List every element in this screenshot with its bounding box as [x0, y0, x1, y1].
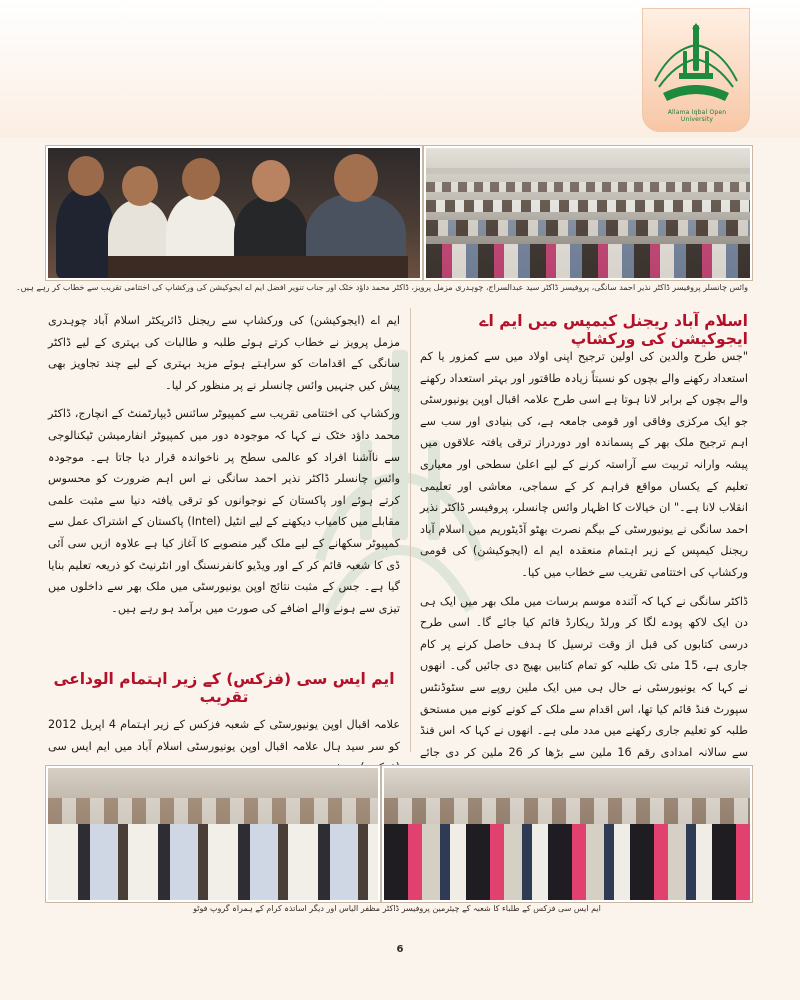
group-photo-right	[382, 766, 752, 902]
column-divider	[410, 308, 411, 752]
logo-subtitle: Allama Iqbal Open University	[667, 109, 727, 123]
bottom-photo-caption: ایم ایس سی فزکس کے طلباء کا شعبہ کے چیئرمین پروفیسر ڈاکٹر مظفر الیاس اور دیگر اساتذہ کرام کے ہمراہ گروپ فوٹو	[193, 904, 601, 913]
page-number: 6	[396, 944, 404, 955]
audience-photo	[424, 146, 752, 280]
university-logo	[642, 8, 750, 132]
top-photo-caption: وائس چانسلر پروفیسر ڈاکٹر نذیر احمد سانگی، پروفیسر ڈاکٹر سید عبدالسراج، چوہدری مزمل پرویز، ڈاکٹر محمد داؤد خٹک اور جناب تنویر افضل ایم اے ایجوکیشن کی ورکشاپ کی اختتامی تقریب سے خطاب کر رہے ہیں۔	[15, 283, 748, 292]
article1-paragraph-2: ڈاکٹر سانگی نے کہا کہ آئندہ موسم برسات میں ملک بھر میں ایک ہی دن ایک لاکھ پودے لگا کر ورلڈ ریکارڈ قائم کیا جائے گا۔ اسی طرح درسی کتابوں کی قبل از وقت ترسیل کا ہدف حاصل کرنے پر کام جاری ہے، 15 مئی تک طلبہ کو تمام کتابیں بھیج دی جائیں گی۔ انھوں نے کہا کہ یونیورسٹی نے حال ہی میں ایک ملین روپے سے سٹوڈنٹس سپورٹ فنڈ قائم کیا تھا، اس اقدام سے ملک کے کونے کونے میں مستحق طلبہ کو تعلیم جاری رکھنے میں مدد ملی ہے۔ انھوں نے کہا کہ اس فنڈ سے سالانہ امدادی رقم 16 ملین سے بڑھا کر 26 ملین کر دی جائے	[420, 594, 748, 759]
speakers-photo	[46, 146, 422, 280]
article1-heading: اسلام آباد ریجنل کیمپس میں ایم اے ایجوکیشن کی ورکشاپ	[479, 312, 748, 348]
article1-paragraph-1: "جس طرح والدین کی اولین ترجیح اپنی اولاد میں سے کمزور یا کم استعداد رکھنے والے بچوں کو نسبتاً زیادہ طاقتور اور بہتر استعداد رکھنے والے بچوں کے برابر لانا ہوتا ہے اسی طرح علامہ اقبال اوپن یونیورسٹی جو ایک مرکزی وفاقی اور قومی جامعہ ہے، کی بنیادی اور سب سے اہم ترجیح ملک بھر کے پسماندہ اور دوردراز ترقی یافتہ علاقوں میں پیشہ وارانہ تربیت سے آراستہ کرنے کے لیے اعلیٰ سطحی اور معیاری تعلیم کے یکساں مواقع فراہم کر کے سماجی، معاشی اور تعلیمی انقلاب لانا ہے۔" ان خیالات کا اظہار وائس چانسلر، پروفیسر ڈاکٹر نذیر احمد سانگی نے یونیورسٹی کے بیگم نصرت بھٹو آڈیٹوریم میں اسلام آباد ریجنل کیمپس کے زیر اہتمام منعقدہ ایم اے (ایجوکیشن) کی قومی ورکشاپ کی اختتامی تقریب سے خطاب میں کیا۔	[420, 350, 748, 579]
group-photo-left	[46, 766, 380, 902]
article1-body	[420, 346, 748, 792]
article1-continued-paragraph-1: ایم اے (ایجوکیشن) کی ورکشاپ سے ریجنل ڈائریکٹر اسلام آباد چوہدری مزمل پرویز نے خطاب کرتے ہوئے طلبہ و طالبات کی بہتری کے لیے ڈاکٹر سانگی کے اقدامات کو سراہتے ہوئے مزید بہتری کے لیے چند تجاویز بھی پیش کیں جنہیں وائس چانسلر نے پر منظور کر لیا۔	[48, 314, 400, 392]
article2-heading: ایم ایس سی (فزکس) کے زیر اہتمام الوداعی تقریب	[53, 670, 395, 706]
article1-continued-body	[48, 310, 400, 626]
article1-continued-paragraph-2: ورکشاپ کی اختتامی تقریب سے کمپیوٹر سائنس ڈیپارٹمنٹ کے انچارج، ڈاکٹر محمد داؤد خٹک نے کہا کہ موجودہ دور میں کمپیوٹر انفارمیشن ٹیکنالوجی سے ناآشنا افراد کو عالمی سطح پر ناخواندہ قرار دیا جاتا ہے۔ موجودہ وائس چانسلر ڈاکٹر نذیر احمد سانگی نے اس اہم ضرورت کو محسوس کرتے ہوئے اور پاکستان کے نوجوانوں کو ترقی یافتہ دنیا سے مثبت علمی مقابلے میں کامیاب دیکھنے کے لیے انٹیل (Intel) پاکستان کے اشتراک عمل سے کمپیوٹر سکھانے کے لیے ملک گیر منصوبے کا آغاز کیا ہے علاوہ ازیں سی آئی ڈی کا شعبہ قائم کر کے اور ویڈیو کانفرنسنگ اور انٹرنیٹ کو ذریعہ تعلیم بنایا گیا ہے۔ جس کے مثبت نتائج اوپن یونیورسٹی میں ملک بھر سے داخلوں میں تیزی سے ہونے والے اضافے کی صورت میں برآمد ہو رہے ہیں۔	[48, 407, 400, 615]
university-emblem-icon	[649, 23, 743, 111]
article2-paragraph-1: علامہ اقبال اوپن یونیورسٹی کے شعبہ فزکس کے زیر اہتمام 4 اپریل 2012 کو سر سید ہال علامہ اقبال اوپن یونیورسٹی اسلام آباد میں ایم ایس سی (فزکس)	[48, 718, 400, 775]
